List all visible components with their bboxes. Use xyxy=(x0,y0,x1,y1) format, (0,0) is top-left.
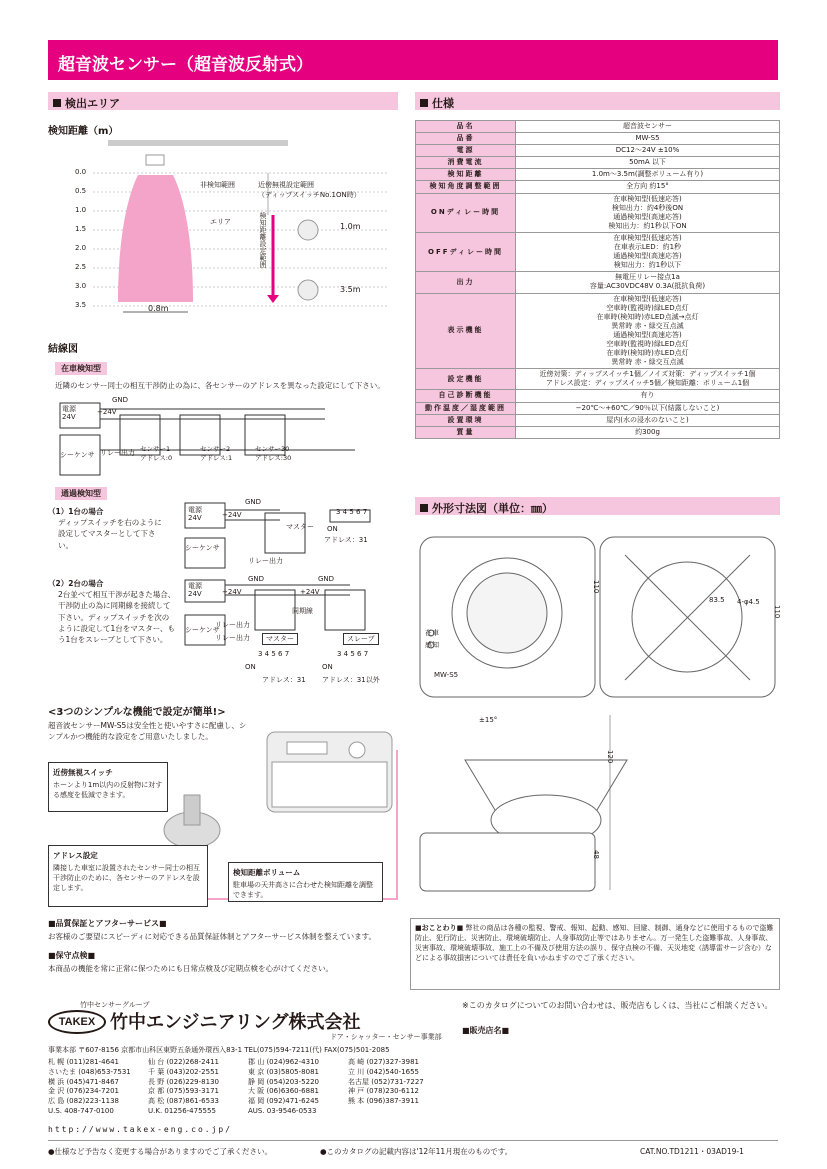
power-label-2: 電源 xyxy=(188,506,202,514)
dim-height: 120 xyxy=(606,750,614,764)
dip-on-2: ON xyxy=(245,663,256,671)
adj-sub: （ディップスイッチNo.1ON時） xyxy=(258,191,361,199)
spec-label: 品名 xyxy=(416,121,516,133)
section-title: 仕様 xyxy=(432,97,454,110)
inquiry-text: ※このカタログについてのお問い合わせは、販売店もしくは、当社にご相談ください。 xyxy=(462,1001,773,1010)
office-item: 高 松 (087)861-6533 xyxy=(148,1097,219,1106)
office-item: 立 川 (042)540-1655 xyxy=(348,1067,419,1076)
office-item: 東 京 (03)5805-8081 xyxy=(248,1067,319,1076)
gnd-label-3b: GND xyxy=(318,575,335,583)
wiring-heading: 結線図 xyxy=(48,344,78,355)
addr31-other-label: アドレス：31以外 xyxy=(322,676,380,684)
section-dims xyxy=(415,497,780,515)
spec-row xyxy=(416,232,780,271)
spec-label: 電源 xyxy=(416,145,516,157)
led-on-label: 在車 xyxy=(425,629,439,637)
caution-title: ■おことわり■ xyxy=(415,924,464,932)
spec-label: ONディレー時間 xyxy=(416,193,516,232)
section-title: 外形寸法図（単位：㎜） xyxy=(432,502,553,515)
spec-value: 在車検知型(低速応答) 在車表示LED：約1秒 通過検知型(高速応答) 検知出力：約1秒以下 xyxy=(516,232,780,271)
feature-1-desc: ホーンより1m以内の反射物に対する感度を低減できます。 xyxy=(53,781,163,799)
office-item: さいたま (048)653-7531 xyxy=(48,1067,131,1076)
dimension-drawings xyxy=(415,525,785,900)
office-item: U.K. 01256-475555 xyxy=(148,1106,216,1115)
case1-title: （1）1台の場合 xyxy=(48,507,104,516)
footer-note-2: ●このカタログの記載内容は'12年11月現在のものです。 xyxy=(320,1147,513,1156)
width-value: 0.8m xyxy=(148,304,169,313)
sensor2-label: センサー2 アドレス:1 xyxy=(200,445,233,462)
spec-row xyxy=(416,390,780,402)
sequencer-label-1: シーケンサ xyxy=(60,451,95,459)
dip-nums-3: 3 4 5 6 7 xyxy=(337,650,369,658)
plus24-label-3: +24V xyxy=(222,588,242,596)
dim-h: 110 xyxy=(592,580,600,594)
addr31-label-1: アドレス：31 xyxy=(324,536,368,544)
detect-tick: 1.5 xyxy=(75,225,87,233)
gnd-label-1: GND xyxy=(112,396,129,404)
office-item: 横 浜 (045)471-8467 xyxy=(48,1077,119,1086)
section-title: 検出エリア xyxy=(65,97,120,110)
case2-desc: 2台並べて相互干渉が起きた場合、干渉防止の為に同期線を接続して下さい。ディップスイッチを次のように設定して1台をマスター、もう1台をスレーブとして下さい。 xyxy=(58,590,176,644)
square-bullet-icon xyxy=(420,99,428,107)
adj-vertical: 検知距離設定範囲 xyxy=(259,212,267,268)
v24-label-2: 24V xyxy=(188,514,202,522)
case1-desc: ディップスイッチを右のように設定してマスターとして下さい。 xyxy=(58,518,162,550)
spec-label: OFFディレー時間 xyxy=(416,232,516,271)
office-item: 広 島 (082)223-1138 xyxy=(48,1097,119,1106)
sequencer-label-3: シーケンサ xyxy=(185,626,220,634)
adj-title: 近傍無視設定範囲 xyxy=(258,181,314,189)
dim-h2: 48 xyxy=(592,850,600,859)
master-label-1: マスター xyxy=(286,523,314,531)
caution-text: 弊社の商品は各種の監視、警戒、報知、起動、感知、回避、制御、通身などに使用するもので盗難防止、犯行防止、災害防止、環境破壊防止、人身事故防止等ではありません。万一発生した盗難事故、人身事故、災害事故、環境破壊事故、施工上の不備及び使用方法の誤り、保守点検の不備、天災地変（誘導雷サージ含む）などによる事故損害については責任を負いかねますのでご了承ください。 xyxy=(415,924,774,963)
feature-2-title: アドレス設定 xyxy=(53,851,98,860)
sync-label: 同期線 xyxy=(292,607,313,615)
sensor1-label: センサー1 アドレス:0 xyxy=(140,445,173,462)
detect-tick: 0.5 xyxy=(75,187,87,195)
detect-tick: 1.0 xyxy=(75,206,87,214)
v24-label-1: 24V xyxy=(62,413,76,421)
spec-label: 設置環境 xyxy=(416,414,516,426)
dim-hole: 4-φ4.5 xyxy=(737,598,760,606)
tab-pass-detect: 通過検知型 xyxy=(55,487,107,500)
spec-row xyxy=(416,402,780,414)
square-bullet-icon xyxy=(53,99,61,107)
office-item: 長 野 (026)229-8130 xyxy=(148,1077,219,1086)
maint-title: ■保守点検■ xyxy=(48,951,96,960)
spec-value: 50mA 以下 xyxy=(516,157,780,169)
value-3-5m: 3.5m xyxy=(340,285,361,294)
office-item: 福 岡 (092)471-6245 xyxy=(248,1097,319,1106)
office-item: 静 岡 (054)203-5220 xyxy=(248,1077,319,1086)
section-detect-area xyxy=(48,92,398,110)
sensor-top-illustration xyxy=(262,722,397,822)
power-label-3: 電源 xyxy=(188,582,202,590)
company-group: 竹中センサーグループ xyxy=(80,1001,150,1009)
office-item: U.S. 408-747-0100 xyxy=(48,1106,114,1115)
plus24-label-3b: +24V xyxy=(300,588,320,596)
spec-row xyxy=(416,169,780,181)
dip-on-3: ON xyxy=(322,663,333,671)
spec-row xyxy=(416,181,780,193)
dealer-label: ■販売店名■ xyxy=(462,1026,510,1035)
spec-row xyxy=(416,272,780,293)
addr31-label-2: アドレス：31 xyxy=(262,676,306,684)
page-title: 超音波センサー（超音波反射式） xyxy=(48,40,778,80)
sensor30-label: センサー30 アドレス:30 xyxy=(255,445,292,462)
gnd-label-2: GND xyxy=(245,498,262,506)
slave-label: スレーブ xyxy=(343,633,379,645)
spec-row xyxy=(416,133,780,145)
spec-label: 表示機能 xyxy=(416,293,516,369)
spec-table xyxy=(415,120,780,439)
spec-value: 超音波センサー xyxy=(516,121,780,133)
features-intro: 超音波センサーMW-S5は安全性と使いやすさに配慮し、シンプルかつ機能的な設定をご用意いたしました。 xyxy=(48,721,247,742)
relay-label-3b: リレー出力 xyxy=(215,634,250,642)
spec-row xyxy=(416,193,780,232)
office-item: 金 沢 (076)234-7201 xyxy=(48,1087,119,1096)
wiring-desc-1: 近隣のセンサー同士の相互干渉防止の為に、各センサーのアドレスを異なった設定にして下さい。 xyxy=(55,381,385,390)
company-name: 竹中エンジニアリング株式会社 xyxy=(110,1012,361,1033)
relay-label-2: リレー出力 xyxy=(248,557,283,565)
detect-tick: 2.5 xyxy=(75,263,87,271)
spec-value: 有り xyxy=(516,390,780,402)
office-item: 名古屋 (052)731-7227 xyxy=(348,1077,424,1086)
office-item: 仙 台 (022)268-2411 xyxy=(148,1058,219,1066)
office-item: 札 幌 (011)281-4641 xyxy=(48,1058,119,1066)
office-item: 大 阪 (06)6360-6881 xyxy=(248,1087,319,1096)
plus24-label-2: +24V xyxy=(222,511,242,519)
detect-tick: 3.5 xyxy=(75,301,87,309)
feature-3-title: 検知距離ボリューム xyxy=(233,868,301,877)
quality-title: ■品質保証とアフターサービス■ xyxy=(48,919,167,928)
case2-title: （2）2台の場合 xyxy=(48,579,104,588)
feature-volume xyxy=(228,862,383,902)
square-bullet-icon xyxy=(420,504,428,512)
area-label: エリア xyxy=(210,218,231,226)
company-url[interactable]: http://www.takex-eng.co.jp/ xyxy=(48,1125,233,1134)
spec-label: 質量 xyxy=(416,426,516,438)
dip-nums-2: 3 4 5 6 7 xyxy=(258,650,290,658)
spec-row xyxy=(416,293,780,369)
spec-row xyxy=(416,426,780,438)
detect-tick: 3.0 xyxy=(75,282,87,290)
relay-label-3: リレー出力 xyxy=(215,621,250,629)
model-label: MW-S5 xyxy=(434,671,459,679)
master-label-2: マスター xyxy=(262,633,298,645)
spec-label: 消費電流 xyxy=(416,157,516,169)
spec-value: 1.0m〜3.5m(調整ボリューム有り) xyxy=(516,169,780,181)
office-item: 神 戸 (078)230-6112 xyxy=(348,1087,419,1096)
spec-row xyxy=(416,157,780,169)
quality-notice xyxy=(48,918,398,992)
feature-1-title: 近傍無視スイッチ xyxy=(53,768,113,777)
office-item: 熊 本 (096)387-3911 xyxy=(348,1097,419,1106)
section-specs xyxy=(415,92,780,110)
takex-logo: TAKEX xyxy=(48,1010,106,1034)
spec-value: DC12〜24V ±10% xyxy=(516,145,780,157)
relay-label-1: リレー出力 xyxy=(100,449,135,457)
dim-angle: ±15° xyxy=(479,716,498,724)
spec-value: 全方向 約15° xyxy=(516,181,780,193)
spec-value: MW-S5 xyxy=(516,133,780,145)
footer-divider xyxy=(48,1140,778,1141)
plus24-label-1: +24V xyxy=(97,408,117,416)
nondetect-label: 非検知範囲 xyxy=(200,181,235,189)
value-1m: 1.0m xyxy=(340,222,361,231)
spec-label: 検知距離 xyxy=(416,169,516,181)
feature-3-desc: 駐車場の天井高さに合わせた検知距離を調整できます。 xyxy=(233,881,373,899)
company-hq: 事業本部 〒607-8156 京都市山科区東野五条通外環西入83-1 TEL(075)594-7211(代) FAX(075)501-2085 xyxy=(48,1046,390,1054)
spec-label: 出力 xyxy=(416,272,516,293)
office-item: 郡 山 (024)962-4310 xyxy=(248,1058,319,1066)
office-item: 京 都 (075)593-3171 xyxy=(148,1087,219,1096)
sensor-side-illustration xyxy=(162,775,232,855)
ceiling xyxy=(108,140,288,146)
spec-label: 品番 xyxy=(416,133,516,145)
dim-w: 110 xyxy=(773,605,781,619)
spec-label: 動作温度／湿度範囲 xyxy=(416,402,516,414)
dim-b: 83.5 xyxy=(709,596,725,604)
office-list xyxy=(48,1058,448,1117)
spec-row xyxy=(416,369,780,390)
v24-label-3: 24V xyxy=(188,590,202,598)
catalog-number: CAT.NO.TD1211・03AD19-1 xyxy=(640,1147,744,1156)
sequencer-label-2: シーケンサ xyxy=(185,544,220,552)
spec-label: 自己診断機能 xyxy=(416,390,516,402)
spec-value: 在車検知型(低速応答) 空車時(監視時)緑LED点灯 在車時(検知時)赤LED点滅→点灯 異常時 赤・緑交互点滅 通過検知型(高速応答) 空車時(監視時)緑LED点灯 在車時(検知時)赤LED点灯 異常時 赤・緑交互点滅 xyxy=(516,293,780,369)
dip-nums-1: 3 4 5 6 7 xyxy=(336,508,368,516)
spec-row xyxy=(416,121,780,133)
led-sens-label: 感知 xyxy=(425,641,439,649)
spec-row xyxy=(416,414,780,426)
office-item: 高 崎 (027)327-3981 xyxy=(348,1058,419,1066)
spec-label: 設定機能 xyxy=(416,369,516,390)
spec-value: 在車検知型(低速応答) 検知出力：約4秒後ON 通過検知型(高速応答) 検知出力：約1秒以下ON xyxy=(516,193,780,232)
features-heading: <3つのシンプルな機能で設定が簡単!> xyxy=(48,707,226,718)
tab-parking-detect: 在車検知型 xyxy=(55,362,107,375)
quality-text: お客様のご要望にスピーディに対応できる品質保証体制とアフターサービス体制を整えています。 xyxy=(48,932,376,941)
detect-distance-label: 検知距離（m） xyxy=(48,126,119,137)
office-item xyxy=(348,1107,448,1117)
spec-row xyxy=(416,145,780,157)
spec-value: 近傍対策：ディップスイッチ1個／ノイズ対策：ディップスイッチ1個 アドレス設定：ディップスイッチ5個／検知距離：ボリューム1個 xyxy=(516,369,780,390)
gnd-label-3: GND xyxy=(248,575,265,583)
maint-text: 本商品の機能を常に正常に保つためにも日常点検及び定期点検を心がけてください。 xyxy=(48,964,333,973)
spec-value: 約300g xyxy=(516,426,780,438)
spec-value: 屋内(水の浸水のないこと) xyxy=(516,414,780,426)
caution-box xyxy=(410,918,780,990)
office-item: 千 葉 (043)202-2551 xyxy=(148,1067,219,1076)
power-label-1: 電源 xyxy=(62,405,76,413)
feature-2-desc: 隣接した車室に設置されたセンサー同士の相互干渉防止のために、各センサーのアドレスを設定します。 xyxy=(53,864,200,892)
office-item: AUS. 03-9546-0533 xyxy=(248,1106,317,1115)
company-division: ドア・シャッター・センサー事業部 xyxy=(330,1033,442,1041)
feature-address xyxy=(48,845,208,907)
spec-value: −20℃〜+60℃／90％以下(結露しないこと) xyxy=(516,402,780,414)
footer-note-1: ●仕様など予告なく変更する場合がありますのでご了承ください。 xyxy=(48,1147,273,1156)
spec-label: 検知角度調整範囲 xyxy=(416,181,516,193)
spec-value: 無電圧リレー接点1a 容量:AC30VDC48V 0.3A(抵抗負荷) xyxy=(516,272,780,293)
detect-tick: 0.0 xyxy=(75,168,87,176)
detect-tick: 2.0 xyxy=(75,244,87,252)
dip-on-1: ON xyxy=(327,525,338,533)
detect-cone xyxy=(118,175,193,302)
feature-near-switch xyxy=(48,762,168,812)
